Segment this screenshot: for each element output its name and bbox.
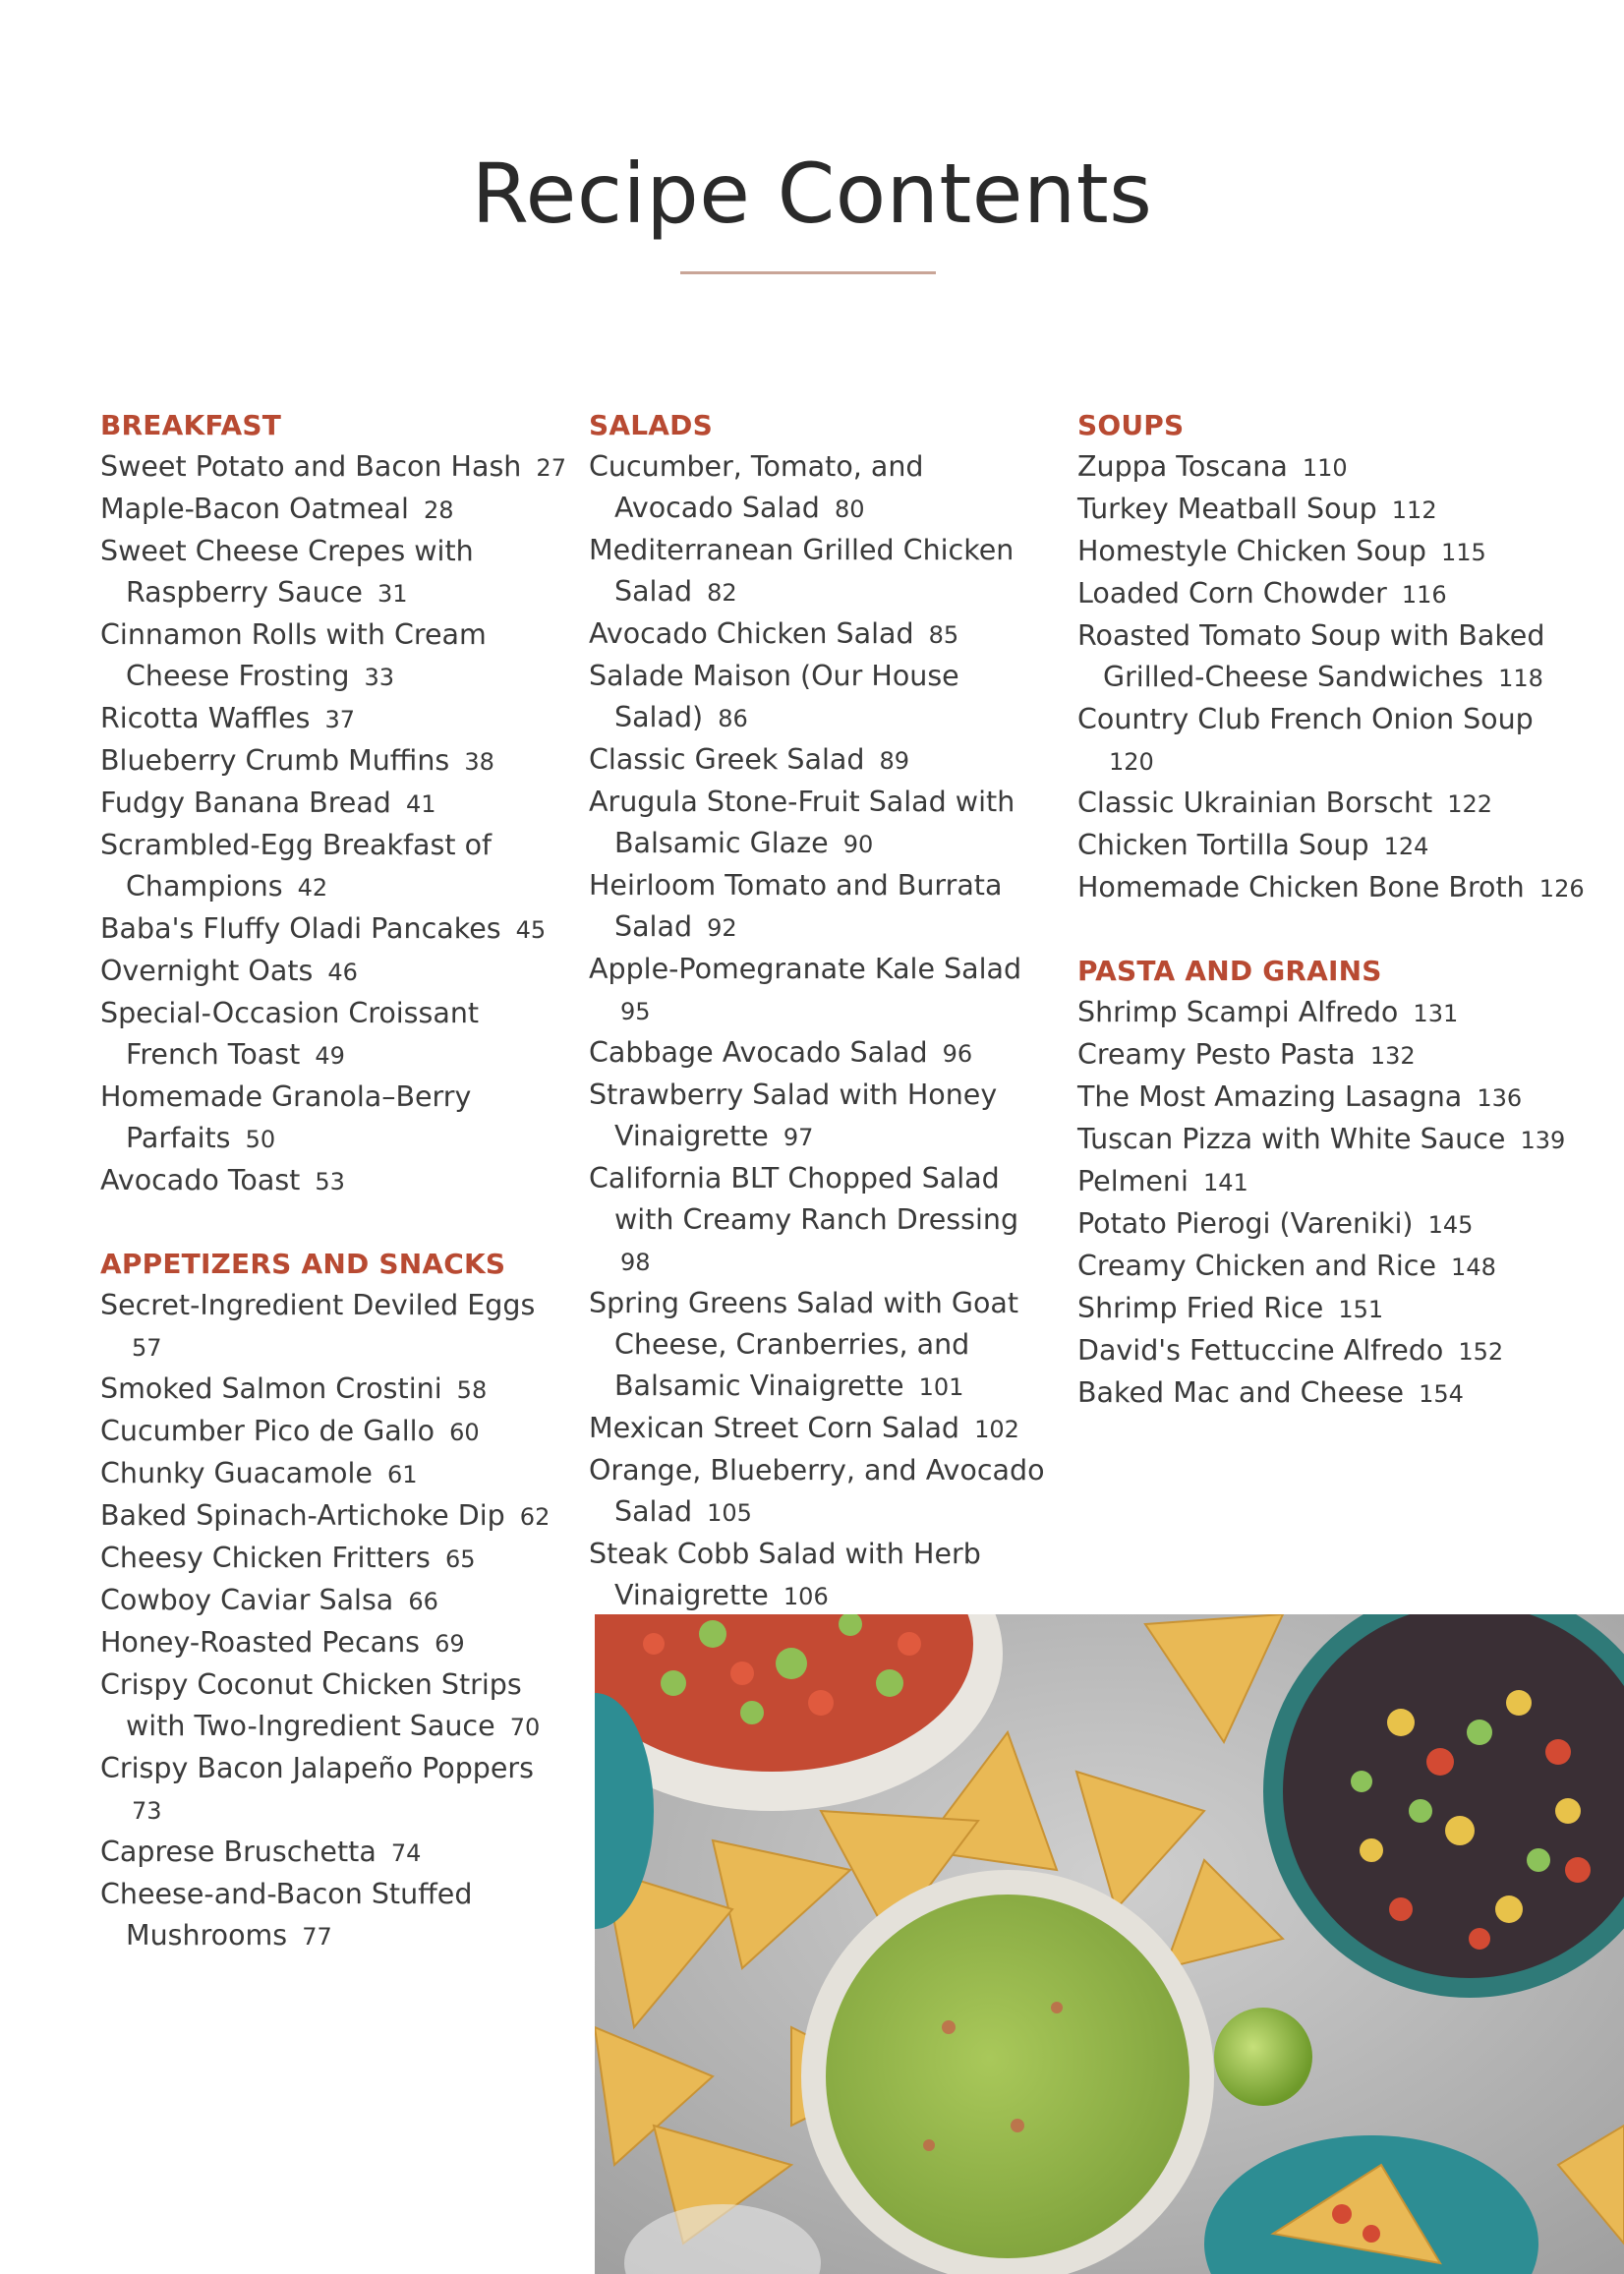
recipe-name: Cowboy Caviar Salsa <box>100 1584 394 1616</box>
recipe-name: Baked Spinach-Artichoke Dip <box>100 1499 505 1532</box>
recipe-entry <box>100 740 572 783</box>
recipe-page-number: 151 <box>1338 1296 1384 1323</box>
recipe-name: Secret-Ingredient Deviled Eggs <box>100 1289 536 1321</box>
recipe-page-number: 118 <box>1498 665 1543 692</box>
recipe-name: Cucumber, Tomato, and Avocado Salad <box>589 450 924 524</box>
recipe-name: Turkey Meatball Soup <box>1077 493 1377 525</box>
recipe-entry <box>1077 1119 1589 1161</box>
recipe-entry <box>100 1285 572 1369</box>
contents-section <box>1077 405 1589 909</box>
recipe-name: California BLT Chopped Salad with Creamy Ranch Dressing <box>589 1162 1019 1236</box>
section-heading: SOUPS <box>1077 409 1185 441</box>
recipe-page-number: 98 <box>620 1249 651 1276</box>
recipe-name: Scrambled-Egg Breakfast of Champions <box>100 829 493 903</box>
recipe-page-number: 124 <box>1383 833 1429 860</box>
recipe-entry <box>100 1748 572 1832</box>
recipe-name: Mediterranean Grilled Chicken Salad <box>589 534 1015 608</box>
recipe-entry <box>1077 867 1589 909</box>
recipe-entry <box>1077 1161 1589 1203</box>
recipe-entry <box>589 613 1051 656</box>
recipe-name: Chunky Guacamole <box>100 1457 373 1489</box>
recipe-name: Cucumber Pico de Gallo <box>100 1415 435 1447</box>
recipe-entry <box>1077 1288 1589 1330</box>
recipe-entry <box>100 614 572 698</box>
recipe-entry <box>589 865 1051 949</box>
contents-section <box>1077 951 1589 1415</box>
recipe-entry <box>1077 699 1589 783</box>
recipe-page-number: 152 <box>1458 1338 1504 1366</box>
recipe-name: Creamy Chicken and Rice <box>1077 1250 1436 1282</box>
recipe-name: Baked Mac and Cheese <box>1077 1376 1405 1409</box>
recipe-entry <box>100 1160 572 1202</box>
recipe-name: Honey-Roasted Pecans <box>100 1626 420 1659</box>
recipe-entry <box>100 1369 572 1411</box>
recipe-name: Pelmeni <box>1077 1165 1189 1197</box>
recipe-page-number: 110 <box>1302 454 1348 482</box>
recipe-page-number: 66 <box>408 1588 438 1615</box>
recipe-page-number: 105 <box>707 1499 752 1527</box>
recipe-page-number: 154 <box>1419 1380 1464 1408</box>
recipe-entry <box>1077 783 1589 825</box>
recipe-name: Homemade Granola–Berry Parfaits <box>100 1080 472 1154</box>
recipe-page-number: 82 <box>707 579 737 607</box>
recipe-page-number: 42 <box>297 874 328 902</box>
recipe-name: Blueberry Crumb Muffins <box>100 744 450 777</box>
recipe-name: Potato Pierogi (Vareniki) <box>1077 1207 1414 1240</box>
recipe-name: Chicken Tortilla Soup <box>1077 829 1369 861</box>
recipe-page-number: 62 <box>519 1503 551 1531</box>
recipe-page-number: 58 <box>456 1376 488 1404</box>
recipe-page-number: 77 <box>302 1923 332 1951</box>
recipe-entry <box>1077 1246 1589 1288</box>
recipe-entry <box>100 1538 572 1580</box>
recipe-page-number: 90 <box>842 831 874 858</box>
section-heading: APPETIZERS AND SNACKS <box>100 1248 506 1280</box>
recipe-page-number: 65 <box>444 1545 476 1573</box>
recipe-entry <box>100 825 572 908</box>
recipe-name: Homemade Chicken Bone Broth <box>1077 871 1525 904</box>
recipe-name: Salade Maison (Our House Salad) <box>589 660 959 733</box>
recipe-entry <box>1077 531 1589 573</box>
recipe-name: Cinnamon Rolls with Cream Cheese Frosting <box>100 618 487 692</box>
recipe-entry <box>100 783 572 825</box>
recipe-entry <box>1077 615 1589 699</box>
recipe-name: Ricotta Waffles <box>100 702 311 734</box>
recipe-entry <box>589 1408 1051 1450</box>
recipe-page-number: 132 <box>1369 1042 1416 1070</box>
recipe-name: Arugula Stone-Fruit Salad with Balsamic Glaze <box>589 786 1015 859</box>
recipe-name: Loaded Corn Chowder <box>1077 577 1387 610</box>
recipe-name: Orange, Blueberry, and Avocado Salad <box>589 1454 1045 1528</box>
recipe-page-number: 74 <box>390 1839 422 1867</box>
recipe-page-number: 60 <box>449 1419 480 1446</box>
recipe-entry <box>589 1534 1051 1617</box>
recipe-entry <box>589 1032 1051 1075</box>
recipe-name: Caprese Bruschetta <box>100 1836 377 1868</box>
recipe-page-number: 37 <box>324 706 356 733</box>
recipe-entry <box>589 1158 1051 1283</box>
recipe-entry <box>100 993 572 1077</box>
recipe-page-number: 102 <box>974 1416 1019 1443</box>
recipe-entry <box>100 1622 572 1664</box>
recipe-name: Steak Cobb Salad with Herb Vinaigrette <box>589 1538 981 1611</box>
recipe-name: Homestyle Chicken Soup <box>1077 535 1426 567</box>
recipe-name: Cheese-and-Bacon Stuffed Mushrooms <box>100 1878 473 1952</box>
recipe-page-number: 69 <box>435 1630 465 1658</box>
recipe-entry <box>1077 489 1589 531</box>
recipe-name: Special-Occasion Croissant French Toast <box>100 997 480 1071</box>
recipe-entry <box>1077 1203 1589 1246</box>
recipe-page-number: 86 <box>718 705 748 732</box>
recipe-page-number: 38 <box>464 748 494 776</box>
recipe-name: Fudgy Banana Bread <box>100 787 391 819</box>
contents-section <box>589 405 1051 1617</box>
recipe-entry <box>100 1580 572 1622</box>
recipe-page-number: 57 <box>132 1334 162 1362</box>
recipe-name: Sweet Cheese Crepes with Raspberry Sauce <box>100 535 474 609</box>
food-photo-illustration <box>595 1614 1624 2274</box>
recipe-name: Shrimp Scampi Alfredo <box>1077 996 1399 1028</box>
contents-section <box>100 1244 572 1957</box>
recipe-entry <box>589 782 1051 865</box>
recipe-entry <box>1077 1372 1589 1415</box>
recipe-entry <box>589 739 1051 782</box>
recipe-page-number: 49 <box>315 1042 345 1070</box>
recipe-page-number: 92 <box>707 914 737 942</box>
recipe-page-number: 46 <box>327 959 358 986</box>
recipe-name: Sweet Potato and Bacon Hash <box>100 450 522 483</box>
section-heading: SALADS <box>589 409 713 441</box>
recipe-entry <box>100 1453 572 1495</box>
recipe-page-number: 85 <box>928 621 959 649</box>
recipe-page-number: 106 <box>783 1583 829 1610</box>
recipe-page-number: 148 <box>1451 1254 1496 1281</box>
recipe-entry <box>100 1874 572 1957</box>
recipe-name: Roasted Tomato Soup with Baked Grilled-Cheese Sandwiches <box>1077 619 1545 693</box>
recipe-name: Country Club French Onion Soup <box>1077 703 1534 735</box>
recipe-name: Mexican Street Corn Salad <box>589 1412 960 1444</box>
recipe-name: David's Fettuccine Alfredo <box>1077 1334 1444 1367</box>
recipe-name: Smoked Salmon Crostini <box>100 1372 442 1405</box>
recipe-name: Classic Greek Salad <box>589 743 865 776</box>
recipe-name: Crispy Bacon Jalapeño Poppers <box>100 1752 534 1784</box>
recipe-name: Baba's Fluffy Oladi Pancakes <box>100 912 501 945</box>
recipe-entry <box>1077 573 1589 615</box>
recipe-entry <box>589 530 1051 613</box>
recipe-entry <box>100 1832 572 1874</box>
recipe-entry <box>1077 1077 1589 1119</box>
recipe-page-number: 139 <box>1520 1127 1566 1154</box>
recipe-entry <box>1077 992 1589 1034</box>
recipe-name: Strawberry Salad with Honey Vinaigrette <box>589 1079 998 1152</box>
recipe-entry <box>589 446 1051 530</box>
recipe-entry <box>100 951 572 993</box>
recipe-name: Avocado Chicken Salad <box>589 617 914 650</box>
recipe-entry <box>100 698 572 740</box>
recipe-name: Avocado Toast <box>100 1164 301 1196</box>
recipe-name: Maple-Bacon Oatmeal <box>100 493 409 525</box>
recipe-name: Apple-Pomegranate Kale Salad <box>589 953 1022 985</box>
recipe-name: Overnight Oats <box>100 955 314 987</box>
recipe-page-number: 126 <box>1538 875 1585 903</box>
recipe-entry <box>100 531 572 614</box>
recipe-page-number: 101 <box>918 1373 964 1401</box>
food-photo <box>595 1614 1624 2274</box>
recipe-name: Shrimp Fried Rice <box>1077 1292 1324 1324</box>
recipe-entry <box>1077 825 1589 867</box>
recipe-page-number: 112 <box>1391 496 1437 524</box>
recipe-page-number: 145 <box>1427 1211 1474 1239</box>
recipe-page-number: 136 <box>1477 1084 1523 1112</box>
recipe-page-number: 41 <box>405 790 436 818</box>
recipe-entry <box>100 1411 572 1453</box>
recipe-name: Classic Ukrainian Borscht <box>1077 787 1433 819</box>
recipe-name: Tuscan Pizza with White Sauce <box>1077 1123 1506 1155</box>
recipe-page-number: 27 <box>536 454 566 482</box>
contents-column-1 <box>100 405 572 1999</box>
recipe-page-number: 61 <box>386 1461 418 1488</box>
recipe-page-number: 53 <box>315 1168 345 1195</box>
title-underline <box>680 271 936 274</box>
recipe-name: Cabbage Avocado Salad <box>589 1036 928 1069</box>
recipe-entry <box>589 656 1051 739</box>
recipe-page-number: 97 <box>783 1124 814 1151</box>
recipe-entry <box>589 1283 1051 1408</box>
recipe-entry <box>100 489 572 531</box>
recipe-page-number: 122 <box>1447 790 1492 818</box>
recipe-entry <box>100 908 572 951</box>
recipe-name: Spring Greens Salad with Goat Cheese, Cranberries, and Balsamic Vinaigrette <box>589 1287 1019 1402</box>
recipe-page-number: 28 <box>423 496 454 524</box>
recipe-name: Crispy Coconut Chicken Strips with Two-Ingredient Sauce <box>100 1668 522 1742</box>
recipe-page-number: 120 <box>1109 748 1154 776</box>
recipe-entry <box>100 1077 572 1160</box>
recipe-name: Heirloom Tomato and Burrata Salad <box>589 869 1003 943</box>
recipe-page-number: 80 <box>834 496 865 523</box>
recipe-name: Cheesy Chicken Fritters <box>100 1542 431 1574</box>
recipe-page-number: 115 <box>1441 539 1486 566</box>
recipe-entry <box>100 446 572 489</box>
section-heading: PASTA AND GRAINS <box>1077 955 1382 987</box>
recipe-entry <box>100 1664 572 1748</box>
page-title: Recipe Contents <box>471 146 1153 242</box>
recipe-entry <box>589 1450 1051 1534</box>
recipe-entry <box>589 1075 1051 1158</box>
recipe-page-number: 73 <box>132 1797 162 1825</box>
recipe-page-number: 33 <box>364 664 395 691</box>
recipe-name: Zuppa Toscana <box>1077 450 1288 483</box>
recipe-page-number: 31 <box>377 580 408 608</box>
recipe-entry <box>589 949 1051 1032</box>
recipe-entry <box>1077 1034 1589 1077</box>
recipe-name: Creamy Pesto Pasta <box>1077 1038 1356 1071</box>
recipe-page-number: 95 <box>620 998 651 1025</box>
recipe-entry <box>1077 1330 1589 1372</box>
recipe-page-number: 141 <box>1202 1169 1248 1196</box>
recipe-page-number: 96 <box>942 1040 973 1068</box>
contents-column-3 <box>1077 405 1589 1456</box>
recipe-page-number: 70 <box>509 1714 541 1741</box>
recipe-page-number: 45 <box>515 916 547 944</box>
recipe-name: The Most Amazing Lasagna <box>1077 1080 1463 1113</box>
contents-column-2 <box>589 405 1051 1659</box>
recipe-page-number: 89 <box>879 747 910 775</box>
recipe-page-number: 50 <box>245 1126 276 1153</box>
recipe-page-number: 116 <box>1401 581 1447 609</box>
contents-section <box>100 405 572 1202</box>
recipe-entry <box>1077 446 1589 489</box>
section-heading: BREAKFAST <box>100 409 282 441</box>
recipe-entry <box>100 1495 572 1538</box>
recipe-page-number: 131 <box>1413 1000 1459 1027</box>
